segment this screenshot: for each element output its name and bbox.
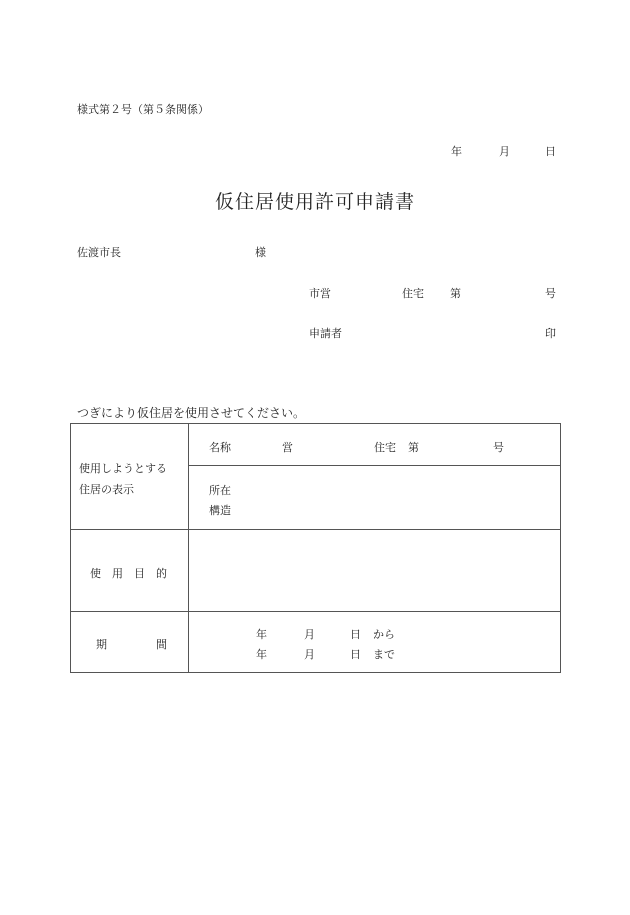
residence-header-line1: 使用しようとする (79, 462, 167, 475)
housing-label: 住宅 (402, 287, 424, 300)
until-year: 年 (256, 648, 267, 661)
table-row-divider-1 (70, 529, 561, 530)
residence-header-line2: 住居の表示 (79, 483, 134, 496)
period-header-2: 間 (156, 638, 167, 651)
table-row-divider-2 (70, 611, 561, 612)
form-number: 様式第２号（第５条関係） (77, 103, 209, 116)
ei-label: 営 (282, 441, 293, 454)
until-month: 月 (304, 648, 315, 661)
structure-label: 構造 (209, 504, 231, 517)
until-label: まで (373, 648, 395, 661)
until-day: 日 (350, 648, 361, 661)
from-year: 年 (256, 628, 267, 641)
addressee-honorific: 様 (255, 246, 266, 259)
period-header-1: 期 (96, 638, 107, 651)
date-month-label: 月 (499, 145, 510, 158)
number-suffix: 号 (545, 287, 556, 300)
table-inner-divider (188, 465, 561, 466)
location-label: 所在 (209, 484, 231, 497)
request-text: つぎにより仮住居を使用させてください。 (77, 406, 306, 420)
number-prefix: 第 (450, 287, 461, 300)
table-number-suffix: 号 (493, 441, 504, 454)
date-year-label: 年 (451, 145, 462, 158)
date-day-label: 日 (545, 145, 556, 158)
table-column-divider (188, 423, 189, 673)
document-title: 仮住居使用許可申請書 (215, 191, 416, 213)
purpose-header: 使 用 目 的 (90, 567, 167, 580)
from-day: 日 (350, 628, 361, 641)
table-housing-label: 住宅 (374, 441, 396, 454)
from-label: から (373, 628, 395, 641)
from-month: 月 (304, 628, 315, 641)
applicant-label: 申請者 (309, 327, 342, 340)
seal-label: 印 (545, 327, 556, 340)
addressee-name: 佐渡市長 (77, 246, 121, 259)
table-number-prefix: 第 (408, 441, 419, 454)
name-label: 名称 (209, 441, 231, 454)
city-label: 市営 (309, 287, 331, 300)
